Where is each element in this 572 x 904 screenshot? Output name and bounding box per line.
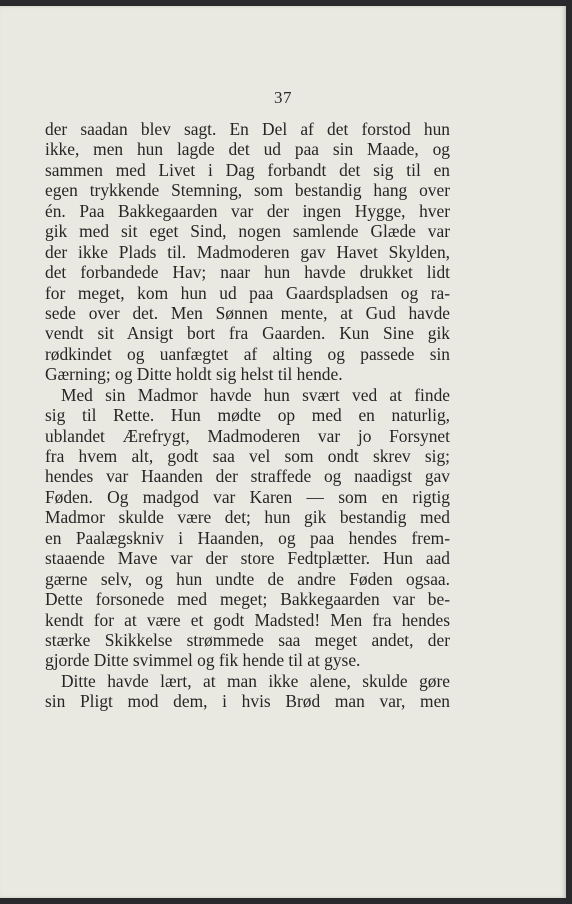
text-line: der ikke Plads til. Madmoderen gav Havet Skylden, — [45, 241, 450, 262]
text-line: en Paalægskniv i Haanden, og paa hendes frem- — [45, 527, 450, 548]
page-edge-shadow — [566, 0, 572, 904]
text-line: Gærning; og Ditte holdt sig helst til hende. — [45, 364, 343, 385]
text-line: gærne selv, og hun undte de andre Føden ogsaa. — [45, 568, 450, 589]
text-line: egen trykkende Stemning, som bestandig hang over — [45, 180, 450, 201]
text-line: stærke Skikkelse strømmede saa meget andet, der — [45, 629, 450, 650]
book-page — [0, 6, 566, 898]
text-line: Dette forsonede med meget; Bakkegaarden var be- — [45, 589, 450, 610]
text-line: for meget, kom hun ud paa Gaardspladsen og ra- — [45, 282, 450, 303]
text-line: gjorde Ditte svimmel og fik hende til at gyse. — [45, 650, 361, 671]
text-line: én. Paa Bakkegaarden var der ingen Hygge, hver — [45, 200, 450, 221]
text-line: staaende Mave var der store Fedtplætter. Hun aad — [45, 548, 450, 569]
text-line: der saadan blev sagt. En Del af det forstod hun — [45, 119, 450, 139]
text-line: Føden. Og madgod var Karen — som en rigtig — [45, 486, 450, 507]
text-line: hendes var Haanden der straffede og naadigst gav — [45, 466, 450, 487]
text-line: sig til Rette. Hun mødte op med en naturlig, — [45, 405, 450, 426]
text-line: rødkindet og uanfægtet af alting og passede sin — [45, 343, 450, 364]
text-line: vendt sit Ansigt bort fra Gaarden. Kun Sine gik — [45, 323, 450, 344]
text-line: sede over det. Men Sønnen mente, at Gud havde — [45, 302, 450, 323]
page-number: 37 — [274, 88, 292, 107]
text-line: Ditte havde lært, at man ikke alene, skulde gøre — [61, 670, 450, 691]
text-line: Med sin Madmor havde hun svært ved at finde — [61, 384, 450, 405]
text-line: kendt for at være et godt Madsted! Men fra hendes — [45, 609, 450, 630]
text-line: det forbandede Hav; naar hun havde drukket lidt — [45, 262, 450, 283]
text-line: ikke, men hun lagde det ud paa sin Maade, og — [45, 139, 450, 160]
text-line: sammen med Livet i Dag forbandt det sig til en — [45, 159, 450, 180]
text-line: Madmor skulde være det; hun gik bestandig med — [45, 507, 450, 528]
text-line: gik med sit eget Sind, nogen samlende Glæde var — [45, 221, 450, 242]
text-line: fra hvem alt, godt saa vel som ondt skrev sig; — [45, 446, 450, 466]
text-line: sin Pligt mod dem, i hvis Brød man var, men — [45, 691, 450, 712]
body-text — [45, 119, 450, 712]
text-line: ublandet Ærefrygt, Madmoderen var jo Forsynet — [45, 425, 450, 446]
